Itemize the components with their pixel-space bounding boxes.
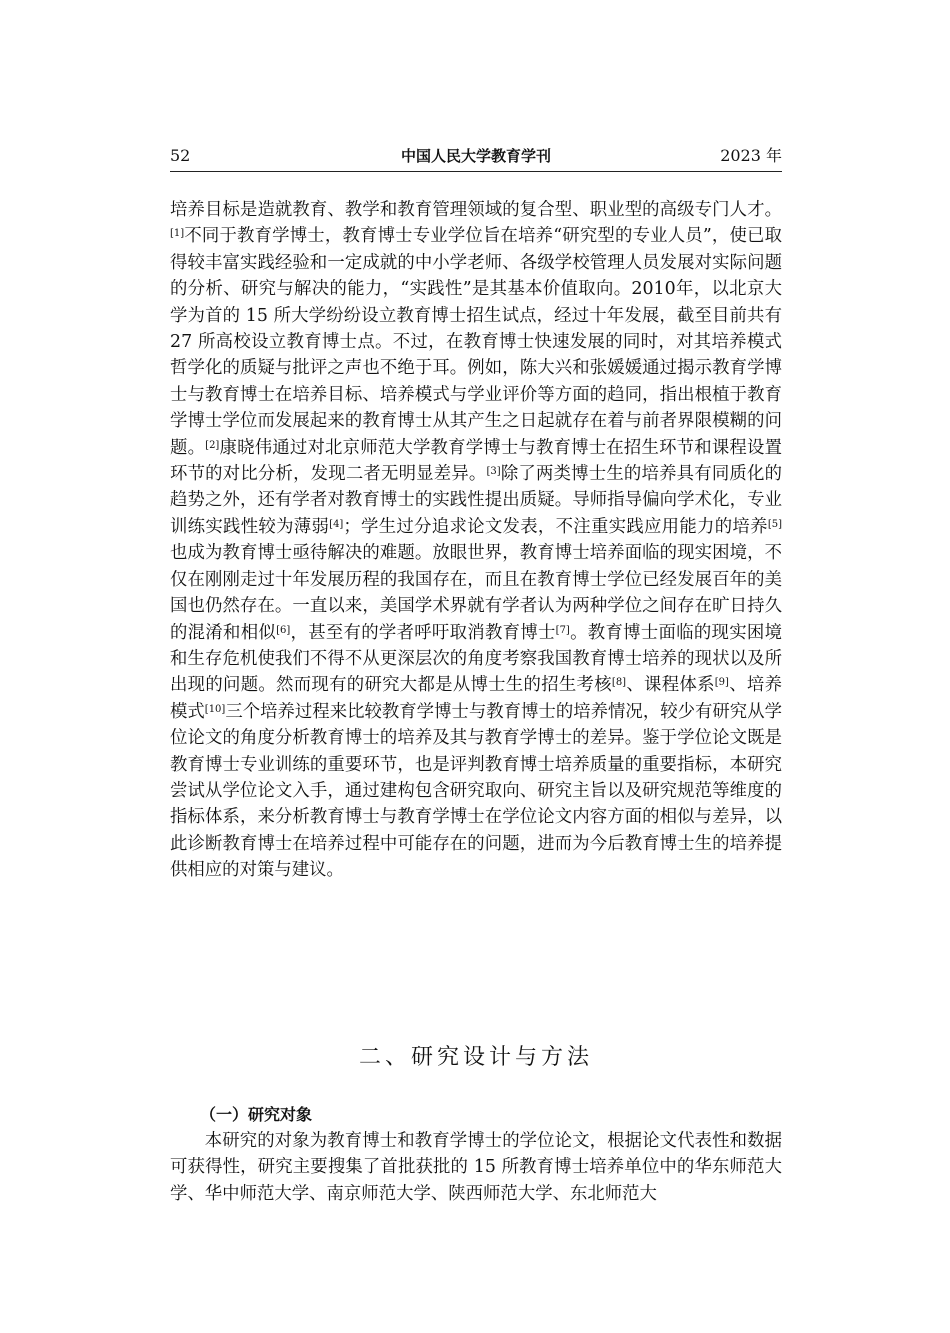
text-run: 不同于教育学博士，教育博士专业学位旨在培养“研究型的专业人员”，使已取得较丰富实践经验和一定成就的中小学老师、各级学校管理人员发展对实际问题的分析、研究与解决的能力，“实践性”是其基本价值取向。2010年，以北京大学为首的 15 所大学纷纷设立教育博士招生试点，经过十年发展，截至目前共有 27 所高校设立教育博士点。不过，在教育博士快速发展的同时，对其培养模式哲学化的质疑与批评之声也不绝于耳。例如，陈大兴和张媛媛通过揭示教育学博士与教育博士在培养目标、培养模式与学业评价等方面的趋同，指出根植于教育学博士学位而发展起来的教育博士从其产生之日起就存在着与前者界限模糊的问题。 — [170, 226, 782, 458]
text-run: 培养目标是造就教育、教学和教育管理领域的复合型、职业型的高级专门人才。 — [170, 200, 782, 220]
section-heading: 二、研究设计与方法 — [358, 1045, 593, 1070]
citation-ref: [2] — [205, 439, 220, 451]
subsection-heading: （一）研究对象 — [200, 1105, 313, 1124]
text-run: 、培养模式 — [170, 675, 782, 722]
text-run: 也成为教育博士亟待解决的难题。放眼世界，教育博士培养面临的现实困境，不仅在刚刚走过十年发展历程的我国存在，而且在教育博士学位已经发展百年的美国也仍然存在。一直以来，美国学术界就有学者认为两种学位之间存在旷日持久的混淆和相似 — [170, 543, 782, 643]
running-header — [170, 142, 782, 170]
journal-title: 中国人民大学教育学刊 — [400, 147, 551, 165]
text-run: 三个培养过程来比较教育学博士与教育博士的培养情况，较少有研究从学位论文的角度分析教育博士的培养及其与教育学博士的差异。鉴于学位论文既是教育博士专业训练的重要环节，也是评判教育博士培养质量的重要指标，本研究尝试从学位论文入手，通过建构包含研究取向、研究主旨以及研究规范等维度的指标体系，来分析教育博士与教育学博士在学位论文内容方面的相似与差异，以此诊断教育博士在培养过程中可能存在的问题，进而为今后教育博士生的培养提供相应的对策与建议。 — [170, 701, 782, 881]
intro-paragraph — [170, 197, 782, 884]
citation-ref: [5] — [767, 518, 782, 530]
text-run: 。教育博士面临的现实困境和生存危机使我们不得不从更深层次的角度考察我国教育博士培养的现状以及所出现的问题。然而现有的研究大都是从博士生的招生考核 — [170, 622, 782, 696]
text-run: 康晓伟通过对北京师范大学教育学博士与教育博士在招生环节和课程设置环节的对比分析，发现二者无明显差异。 — [170, 437, 782, 485]
citation-ref: [4] — [329, 518, 344, 530]
citation-ref: [3] — [486, 466, 501, 478]
text-run: 除了两类博士生的培养具有同质化的趋势之外，还有学者对教育博士的实践性提出质疑。导师指导偏向学术化，专业训练实践性较为薄弱 — [170, 464, 782, 537]
citation-ref: [8] — [611, 677, 627, 689]
citation-ref: [10] — [204, 703, 226, 715]
text-run: ；学生过分追求论文发表，不注重实践应用能力的培养 — [343, 516, 768, 537]
citation-ref: [9] — [714, 677, 729, 689]
citation-ref: [6] — [276, 624, 291, 636]
page-number: 52 — [170, 146, 191, 165]
publication-year: 2023 年 — [720, 146, 782, 165]
research-object-paragraph: 本研究的对象为教育博士和教育学博士的学位论文，根据论文代表性和数据可获得性，研究主要搜集了首批获批的 15 所教育博士培养单位中的华东师范大学、华中师范大学、南京师范大学、陕西师范大学、东北师范大 — [170, 1131, 782, 1204]
citation-ref: [1] — [170, 228, 185, 240]
text-run: ，甚至有的学者呼吁取消教育博士 — [290, 622, 556, 643]
text-run: 、课程体系 — [626, 675, 715, 696]
citation-ref: [7] — [555, 624, 570, 636]
paragraph-body — [170, 197, 782, 884]
header-rule — [170, 171, 782, 172]
